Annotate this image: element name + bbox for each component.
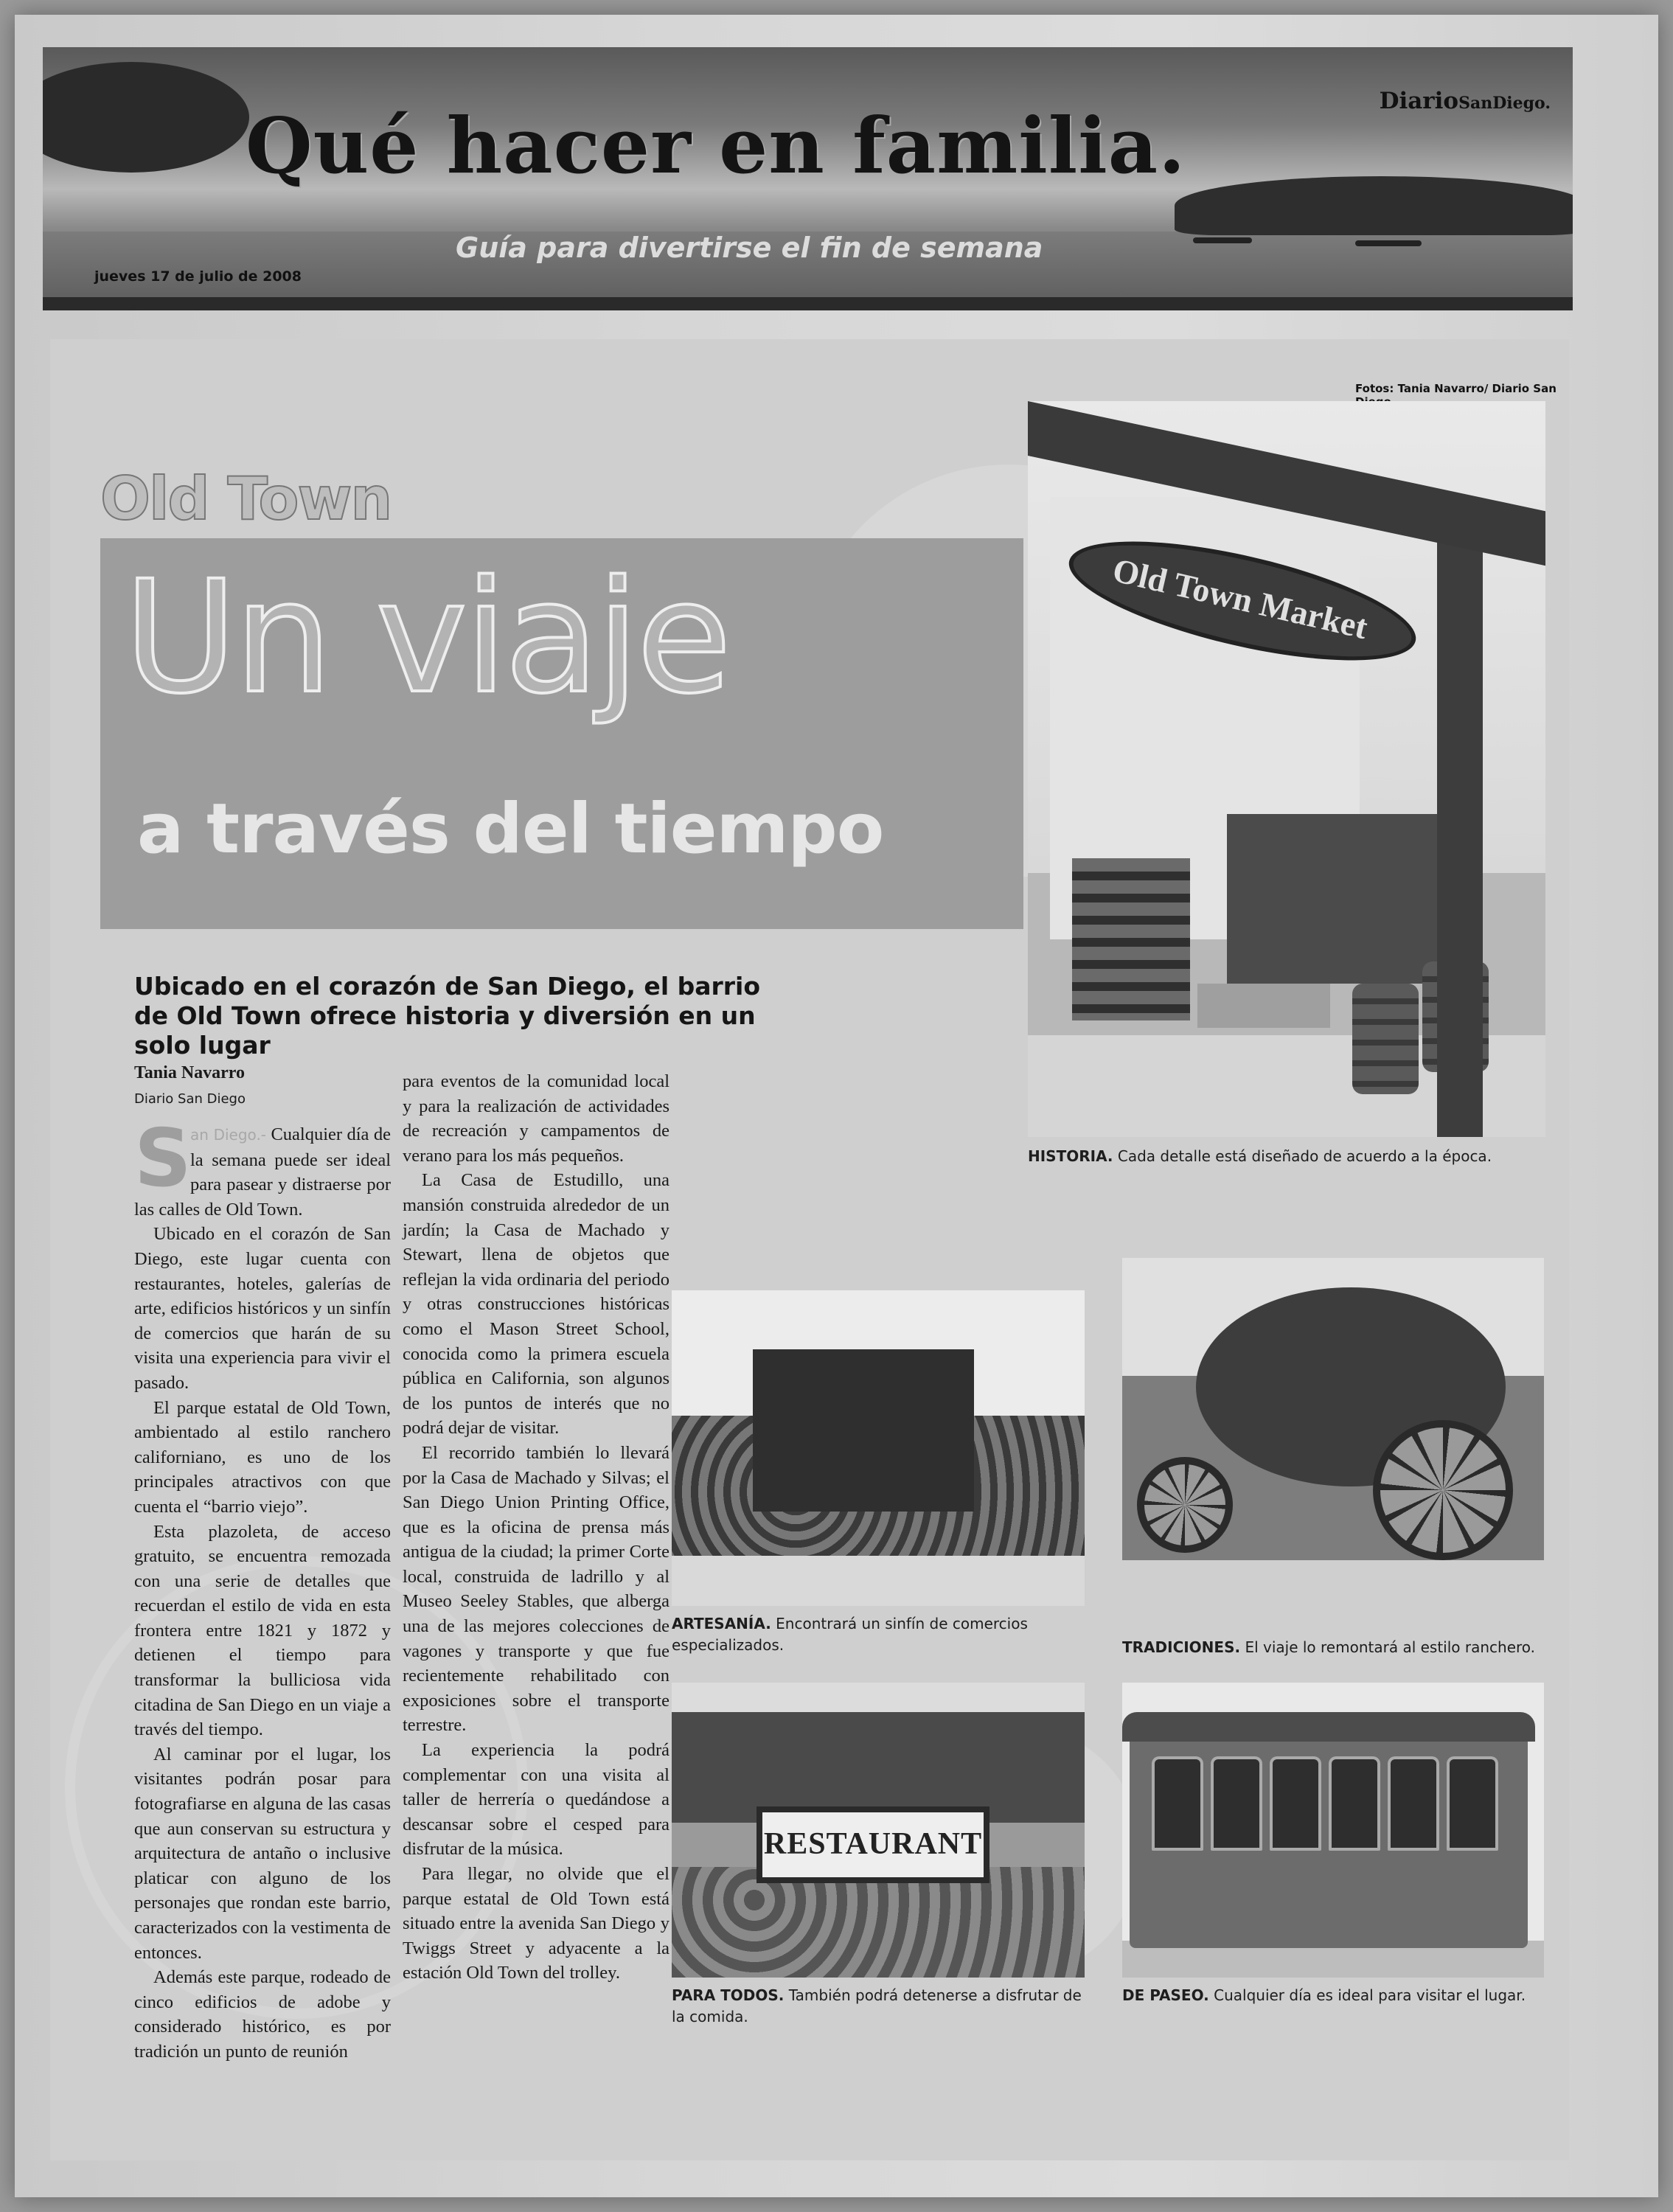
sign-text: Old Town Market	[1109, 551, 1371, 647]
caption-text: Cualquier día es ideal para visitar el lugar.	[1214, 1986, 1526, 2004]
author-name: Tania Navarro	[134, 1063, 246, 1082]
article-paragraph: La Casa de Estudillo, una mansión construida alrededor de un jardín; la Casa de Machado y Stewart, llena de objetos que reflejan la vida ordinaria del periodo y otras construcciones históricas como el Mason Street School, conocida como la primera escuela pública en California, son algunos de los puntos de interés que no podrá dejar de visitar.	[403, 1170, 669, 1439]
dateline: an Diego.-	[190, 1126, 267, 1144]
drop-cap: S	[134, 1113, 192, 1205]
article-paragraph: El recorrido también lo llevará por la Casa de Machado y Silvas; el San Diego Union Printing Office, que es la oficina de prensa más antigua de la ciudad; la primer Corte local, construida de ladrillo y al Museo Seeley Stables, que alberga una de las mejores colecciones de vagones y transporte y que fue recientemente rehabilitado con exposiciones sobre el transporte terrestre.	[403, 1442, 669, 1736]
wooden-post	[1437, 541, 1483, 1137]
article-column-1	[134, 1113, 391, 2065]
boat-shape	[1193, 237, 1252, 243]
article-paragraph: La experiencia la podrá complementar con una visita al taller de herrería o quedándose a descansar sobre el cesped para disfrutar de la música.	[403, 1740, 669, 1860]
photo-credit: Fotos: Tania Navarro/ Diario San	[1355, 382, 1557, 395]
boat-shape	[1355, 240, 1422, 246]
article-paragraph: Ubicado en el corazón de San Diego, este lugar cuenta con restaurantes, hoteles, galerías de arte, edificios históricos y un sinfín de comercios que harán de su visita una experiencia para vivir el pasado.	[134, 1224, 391, 1393]
masthead-island-right	[1175, 176, 1573, 235]
photo-caption	[1028, 1146, 1545, 1167]
article-paragraph: El parque estatal de Old Town, ambientado al estilo ranchero californiano, es uno de los principales atractivos con que cuenta el “barrio viejo”.	[134, 1397, 391, 1517]
photo-para-todos	[672, 1683, 1085, 1978]
wagon-wheel	[1373, 1420, 1513, 1560]
caption-label: PARA TODOS.	[672, 1986, 785, 2004]
article-kicker: Old Town	[100, 465, 392, 533]
bench	[1197, 984, 1330, 1028]
photo-old-town-market	[1028, 401, 1545, 1137]
pottery-shelves	[1072, 858, 1190, 1020]
caption-label: TRADICIONES.	[1122, 1638, 1241, 1656]
article-deck: Ubicado en el corazón de San Diego, el barrio de Old Town ofrece historia y diversión en un solo lugar	[134, 972, 761, 1060]
article-headline: Un viaje	[124, 547, 729, 728]
section-subtitle: Guía para divertirse el fin de semana	[456, 232, 1043, 264]
article-paragraph: Esta plazoleta, de acceso gratuito, se encuentra remozada con una serie de detalles que recuerdan el estilo de vida en esta frontera entre 1821 y 1872 y detienen el tiempo para transformar la bulliciosa vida citadina de San Diego en un viaje a través del tiempo.	[134, 1521, 391, 1740]
restaurant-sign: RESTAURANT	[756, 1806, 989, 1883]
caption-text: También podrá detenerse a disfrutar de la comida.	[672, 1986, 1082, 2025]
caption-label: DE PASEO.	[1122, 1986, 1209, 2004]
trolley-window	[1388, 1756, 1439, 1851]
header-rule	[43, 297, 1573, 310]
article-headline-sub: a través del tiempo	[137, 789, 884, 869]
masthead-banner	[43, 47, 1573, 305]
wagon-wheel	[1137, 1457, 1233, 1553]
caption-label: ARTESANÍA.	[672, 1615, 771, 1632]
trolley-window	[1211, 1756, 1262, 1851]
photo-artesania	[672, 1290, 1085, 1606]
photo-de-paseo	[1122, 1683, 1544, 1978]
display-rack	[753, 1349, 974, 1512]
paragraph-text: Cualquier día de la semana puede ser ideal para pasear y distraerse por las calles de Old Town.	[134, 1124, 391, 1220]
masthead-island-left	[43, 62, 249, 173]
photo-caption	[1122, 1637, 1565, 1658]
shop-front	[1227, 814, 1448, 984]
photo-caption	[672, 1985, 1096, 2028]
photo-caption	[672, 1613, 1085, 1656]
newspaper-logo	[1380, 88, 1551, 114]
caption-text: Encontrará un sinfín de comercios especializados.	[672, 1615, 1028, 1654]
trolley-window	[1152, 1756, 1203, 1851]
caption-text: El viaje lo remontará al estilo ranchero.	[1245, 1638, 1536, 1656]
caption-text: Cada detalle está diseñado de acuerdo a la época.	[1117, 1147, 1492, 1165]
trolley-window	[1447, 1756, 1498, 1851]
trolley-roof	[1122, 1712, 1535, 1742]
article-paragraph: Además este parque, rodeado de cinco edificios de adobe y considerado histórico, es por tradición un punto de reunión	[134, 1967, 391, 2062]
brand-sub: SanDiego.	[1458, 94, 1551, 113]
photo-tradiciones	[1122, 1258, 1544, 1606]
newspaper-page	[15, 15, 1658, 2197]
garden-plants	[672, 1867, 1085, 1978]
article-paragraph: Para llegar, no olvide que el parque estatal de Old Town está situado entre la avenida San Diego y Twiggs Street y adyacente a la estación Old Town del trolley.	[403, 1864, 669, 1983]
author-organization: Diario San Diego	[134, 1091, 246, 1107]
article-paragraph: Al caminar por el lugar, los visitantes podrán posar para fotografiarse en alguna de las casas que aun conservan su estructura y arquitectura de antaño o inclusive platicar con alguno de los personajes que rondan este barrio, caracterizados con la vestimenta de entonces.	[134, 1744, 391, 1963]
article-area	[50, 339, 1569, 2160]
barrel	[1352, 984, 1419, 1094]
section-title: Qué hacer en familia.	[246, 100, 1186, 191]
article-column-2	[403, 1069, 669, 1986]
photo-caption	[1122, 1985, 1565, 2006]
article-paragraph: para eventos de la comunidad local y para la realización de actividades de recreación y campamentos de verano para los más pequeños.	[403, 1071, 669, 1166]
brand-main: Diario	[1379, 88, 1459, 114]
article-paragraph	[134, 1113, 391, 1222]
caption-label: HISTORIA.	[1028, 1147, 1113, 1165]
trolley-window	[1329, 1756, 1380, 1851]
issue-date: jueves 17 de julio de 2008	[94, 268, 302, 285]
trolley-window	[1270, 1756, 1321, 1851]
